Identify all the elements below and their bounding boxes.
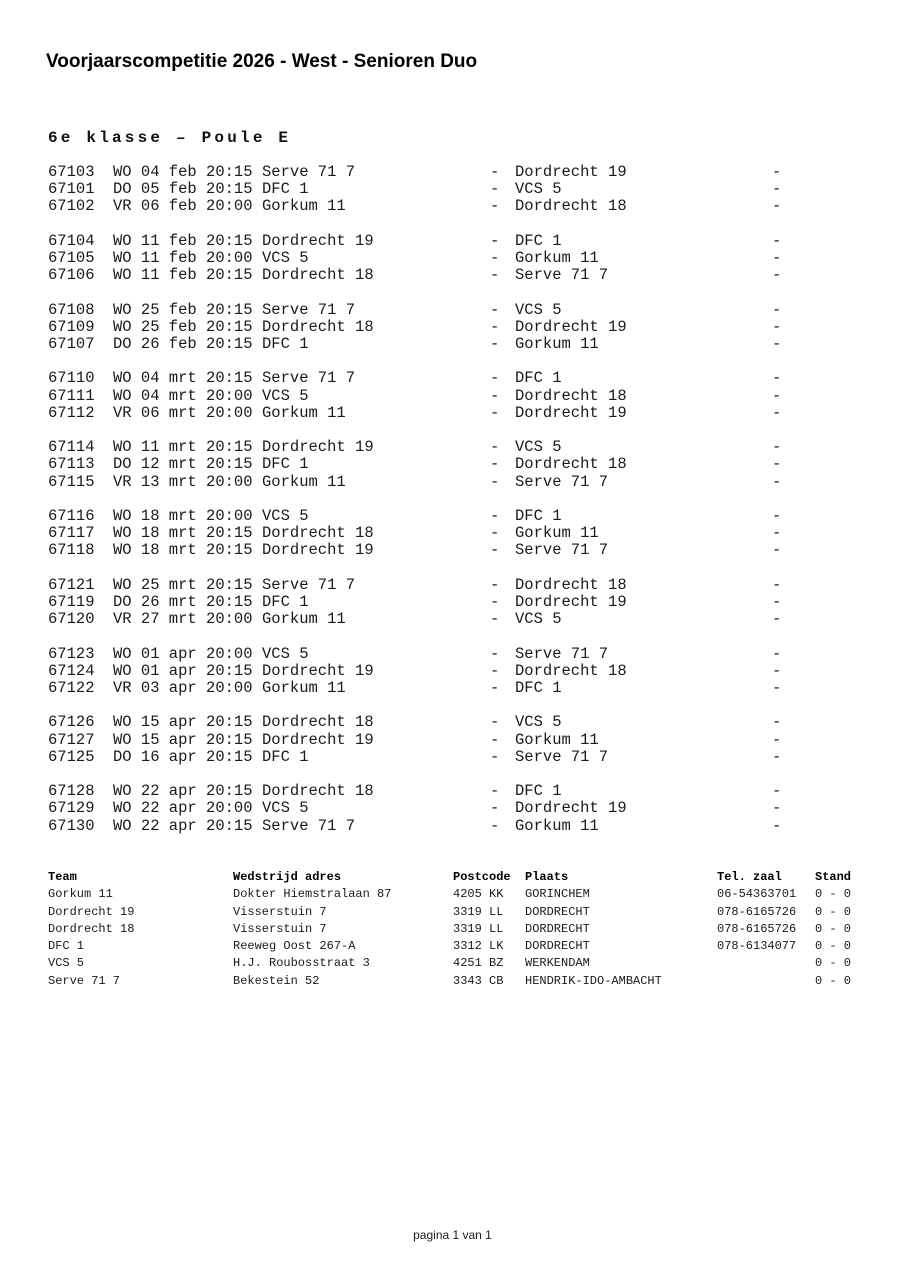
venue-phone (717, 955, 815, 972)
match-datetime: WO 22 apr 20:15 (113, 816, 253, 835)
standing: 0 - 0 (815, 939, 852, 954)
match-number: 67116 (48, 506, 95, 525)
venue-address: Dokter Hiemstralaan 87 (233, 887, 392, 902)
away-team: VCS 5 (515, 180, 562, 199)
match-number: 67121 (48, 575, 95, 594)
match-datetime: VR 03 apr 20:00 (113, 678, 253, 697)
vs-separator: - (490, 472, 500, 491)
vs-separator: - (490, 799, 500, 818)
match-datetime: DO 05 feb 20:15 (113, 180, 253, 199)
match-row (48, 336, 781, 353)
home-team: Gorkum 11 (262, 403, 346, 422)
team-table-header (48, 869, 851, 886)
team-row (48, 955, 851, 972)
match-number: 67115 (48, 472, 95, 491)
result-placeholder: - (772, 541, 782, 560)
match-block (48, 508, 781, 560)
match-number: 67127 (48, 730, 95, 749)
away-team: DFC 1 (515, 231, 562, 250)
match-datetime: WO 18 mrt 20:15 (113, 524, 253, 543)
team-name: DFC 1 (48, 939, 85, 954)
result-placeholder: - (772, 231, 782, 250)
match-row (48, 319, 781, 336)
vs-separator: - (490, 816, 500, 835)
result-placeholder: - (772, 747, 782, 766)
match-number: 67102 (48, 197, 95, 216)
away-team: Gorkum 11 (515, 816, 599, 835)
match-number: 67114 (48, 438, 95, 457)
vs-separator: - (490, 180, 500, 199)
postcode: 3319 LL (453, 904, 504, 919)
standing-header: Stand (815, 870, 852, 884)
postcode: 3312 LK (453, 939, 504, 954)
match-row (48, 267, 781, 284)
match-datetime: DO 16 apr 20:15 (113, 747, 253, 766)
match-row (48, 233, 781, 250)
result-placeholder: - (772, 524, 782, 543)
home-team: Dordrecht 19 (262, 438, 374, 457)
home-team: Gorkum 11 (262, 472, 346, 491)
match-row (48, 800, 781, 817)
match-row (48, 818, 781, 835)
vs-separator: - (490, 335, 500, 353)
match-row (48, 439, 781, 456)
match-datetime: WO 11 feb 20:00 (113, 249, 253, 267)
standing: 0 - 0 (815, 973, 852, 988)
team-name: VCS 5 (48, 956, 85, 971)
team-table (48, 869, 851, 990)
match-datetime: WO 25 feb 20:15 (113, 317, 253, 336)
match-block (48, 577, 781, 629)
match-datetime: WO 01 apr 20:15 (113, 661, 253, 680)
venue-phone: 078-6165726 (717, 904, 797, 919)
city: HENDRIK-IDO-AMBACHT (525, 973, 662, 988)
match-row (48, 577, 781, 594)
team-name: Gorkum 11 (48, 887, 113, 902)
standing: 0 - 0 (815, 921, 852, 936)
home-team: Dordrecht 18 (262, 524, 374, 543)
team-row (48, 973, 851, 990)
poule-heading: 6e klasse – Poule E (48, 129, 292, 147)
vs-separator: - (490, 197, 500, 216)
match-datetime: WO 04 mrt 20:00 (113, 386, 253, 405)
away-team: Dordrecht 18 (515, 386, 627, 405)
vs-separator: - (490, 386, 500, 405)
result-placeholder: - (772, 661, 782, 680)
match-datetime: VR 13 mrt 20:00 (113, 472, 253, 491)
team-name: Dordrecht 19 (48, 904, 135, 919)
match-datetime: WO 15 apr 20:15 (113, 730, 253, 749)
match-datetime: WO 25 mrt 20:15 (113, 575, 253, 594)
match-row (48, 164, 781, 181)
standing: 0 - 0 (815, 904, 852, 919)
away-team: Serve 71 7 (515, 747, 609, 766)
away-team: VCS 5 (515, 713, 562, 732)
result-placeholder: - (772, 163, 782, 181)
match-datetime: WO 11 feb 20:15 (113, 266, 253, 285)
match-datetime: VR 06 mrt 20:00 (113, 403, 253, 422)
venue-address: Bekestein 52 (233, 973, 320, 988)
result-placeholder: - (772, 678, 782, 697)
result-placeholder: - (772, 713, 782, 732)
team-name: Serve 71 7 (48, 973, 121, 988)
match-number: 67101 (48, 180, 95, 199)
city: GORINCHEM (525, 887, 590, 902)
match-block (48, 233, 781, 285)
page-number: pagina 1 van 1 (413, 1228, 492, 1242)
home-team: Dordrecht 18 (262, 782, 374, 801)
match-row (48, 456, 781, 473)
home-team: Dordrecht 19 (262, 231, 374, 250)
result-placeholder: - (772, 575, 782, 594)
match-number: 67125 (48, 747, 95, 766)
home-team: DFC 1 (262, 455, 309, 474)
vs-separator: - (490, 730, 500, 749)
match-row (48, 474, 781, 491)
match-datetime: WO 15 apr 20:15 (113, 713, 253, 732)
match-number: 67118 (48, 541, 95, 560)
home-team: DFC 1 (262, 335, 309, 353)
home-team: Serve 71 7 (262, 369, 356, 388)
match-block (48, 302, 781, 354)
away-team: Gorkum 11 (515, 335, 599, 353)
match-row (48, 783, 781, 800)
match-datetime: WO 04 feb 20:15 (113, 163, 253, 181)
team-row (48, 886, 851, 903)
home-team: VCS 5 (262, 506, 309, 525)
vs-separator: - (490, 317, 500, 336)
home-team: Dordrecht 19 (262, 730, 374, 749)
home-team: DFC 1 (262, 180, 309, 199)
match-number: 67128 (48, 782, 95, 801)
match-datetime: DO 26 mrt 20:15 (113, 592, 253, 611)
result-placeholder: - (772, 249, 782, 267)
away-team: Dordrecht 18 (515, 197, 627, 216)
home-team: DFC 1 (262, 747, 309, 766)
vs-separator: - (490, 403, 500, 422)
away-team: VCS 5 (515, 300, 562, 319)
venue-address: Reeweg Oost 267-A (233, 939, 356, 954)
vs-separator: - (490, 455, 500, 474)
match-row (48, 250, 781, 267)
home-team: VCS 5 (262, 386, 309, 405)
standing: 0 - 0 (815, 956, 852, 971)
away-team: DFC 1 (515, 506, 562, 525)
home-team: Dordrecht 19 (262, 541, 374, 560)
venue-address-header: Wedstrijd adres (233, 870, 342, 884)
away-team: Gorkum 11 (515, 524, 599, 543)
venue-phone: 078-6134077 (717, 939, 797, 954)
home-team: Serve 71 7 (262, 300, 356, 319)
away-team: Dordrecht 19 (515, 592, 627, 611)
match-row (48, 714, 781, 731)
venue-phone: 06-54363701 (717, 887, 797, 902)
match-number: 67117 (48, 524, 95, 543)
match-row (48, 611, 781, 628)
venue-address: Visserstuin 7 (233, 904, 327, 919)
home-team: VCS 5 (262, 249, 309, 267)
match-number: 67104 (48, 231, 95, 250)
match-datetime: DO 26 feb 20:15 (113, 335, 253, 353)
match-row (48, 749, 781, 766)
vs-separator: - (490, 249, 500, 267)
match-row (48, 594, 781, 611)
result-placeholder: - (772, 266, 782, 285)
match-number: 67124 (48, 661, 95, 680)
vs-separator: - (490, 266, 500, 285)
match-number: 67107 (48, 335, 95, 353)
home-team: Dordrecht 19 (262, 661, 374, 680)
home-team: Gorkum 11 (262, 197, 346, 216)
vs-separator: - (490, 610, 500, 629)
away-team: Dordrecht 18 (515, 575, 627, 594)
away-team: Serve 71 7 (515, 472, 609, 491)
match-datetime: VR 06 feb 20:00 (113, 197, 253, 216)
match-number: 67110 (48, 369, 95, 388)
match-number: 67126 (48, 713, 95, 732)
home-team: Gorkum 11 (262, 610, 346, 629)
result-placeholder: - (772, 782, 782, 801)
match-number: 67113 (48, 455, 95, 474)
result-placeholder: - (772, 369, 782, 388)
result-placeholder: - (772, 730, 782, 749)
match-number: 67103 (48, 163, 95, 181)
venue-phone: 078-6165726 (717, 921, 797, 936)
away-team: Dordrecht 19 (515, 403, 627, 422)
match-datetime: WO 11 mrt 20:15 (113, 438, 253, 457)
vs-separator: - (490, 369, 500, 388)
match-row (48, 663, 781, 680)
result-placeholder: - (772, 180, 782, 199)
home-team: VCS 5 (262, 799, 309, 818)
vs-separator: - (490, 438, 500, 457)
postcode: 3343 CB (453, 973, 504, 988)
vs-separator: - (490, 747, 500, 766)
result-placeholder: - (772, 506, 782, 525)
home-team: Dordrecht 18 (262, 266, 374, 285)
standing: 0 - 0 (815, 887, 852, 902)
home-team: VCS 5 (262, 644, 309, 663)
match-row (48, 508, 781, 525)
city: DORDRECHT (525, 904, 590, 919)
match-block (48, 439, 781, 491)
venue-phone (717, 973, 815, 990)
match-number: 67130 (48, 816, 95, 835)
away-team: Gorkum 11 (515, 249, 599, 267)
match-list (48, 164, 781, 852)
away-team: Dordrecht 19 (515, 799, 627, 818)
match-row (48, 525, 781, 542)
match-block (48, 164, 781, 216)
vs-separator: - (490, 678, 500, 697)
home-team: Dordrecht 18 (262, 713, 374, 732)
away-team: Dordrecht 18 (515, 661, 627, 680)
match-block (48, 783, 781, 835)
match-datetime: DO 12 mrt 20:15 (113, 455, 253, 474)
match-datetime: WO 18 mrt 20:00 (113, 506, 253, 525)
match-block (48, 370, 781, 422)
city-header: Plaats (525, 870, 569, 884)
result-placeholder: - (772, 472, 782, 491)
match-number: 67129 (48, 799, 95, 818)
vs-separator: - (490, 300, 500, 319)
match-number: 67111 (48, 386, 95, 405)
match-datetime: WO 11 feb 20:15 (113, 231, 253, 250)
away-team: Gorkum 11 (515, 730, 599, 749)
home-team: Serve 71 7 (262, 816, 356, 835)
match-row (48, 388, 781, 405)
away-team: DFC 1 (515, 782, 562, 801)
result-placeholder: - (772, 610, 782, 629)
postcode: 4251 BZ (453, 956, 504, 971)
match-number: 67109 (48, 317, 95, 336)
away-team: Serve 71 7 (515, 541, 609, 560)
away-team: Dordrecht 19 (515, 317, 627, 336)
team-name-header: Team (48, 870, 77, 884)
postcode: 4205 KK (453, 887, 504, 902)
vs-separator: - (490, 592, 500, 611)
match-number: 67120 (48, 610, 95, 629)
city: WERKENDAM (525, 956, 590, 971)
home-team: Serve 71 7 (262, 163, 356, 181)
match-row (48, 680, 781, 697)
result-placeholder: - (772, 816, 782, 835)
match-row (48, 542, 781, 559)
result-placeholder: - (772, 335, 782, 353)
result-placeholder: - (772, 455, 782, 474)
match-number: 67108 (48, 300, 95, 319)
vs-separator: - (490, 713, 500, 732)
team-row (48, 938, 851, 955)
venue-phone-header: Tel. zaal (717, 870, 782, 884)
match-number: 67105 (48, 249, 95, 267)
match-row (48, 181, 781, 198)
home-team: Serve 71 7 (262, 575, 356, 594)
match-row (48, 198, 781, 215)
away-team: Serve 71 7 (515, 266, 609, 285)
city: DORDRECHT (525, 921, 590, 936)
match-number: 67122 (48, 678, 95, 697)
home-team: Gorkum 11 (262, 678, 346, 697)
match-datetime: WO 22 apr 20:15 (113, 782, 253, 801)
result-placeholder: - (772, 403, 782, 422)
away-team: VCS 5 (515, 610, 562, 629)
vs-separator: - (490, 506, 500, 525)
match-datetime: VR 27 mrt 20:00 (113, 610, 253, 629)
result-placeholder: - (772, 317, 782, 336)
vs-separator: - (490, 782, 500, 801)
match-number: 67123 (48, 644, 95, 663)
result-placeholder: - (772, 644, 782, 663)
match-datetime: WO 18 mrt 20:15 (113, 541, 253, 560)
result-placeholder: - (772, 300, 782, 319)
venue-address: Visserstuin 7 (233, 921, 327, 936)
match-datetime: WO 22 apr 20:00 (113, 799, 253, 818)
team-name: Dordrecht 18 (48, 921, 135, 936)
team-row (48, 904, 851, 921)
match-row (48, 370, 781, 387)
match-row (48, 732, 781, 749)
away-team: DFC 1 (515, 678, 562, 697)
postcode-header: Postcode (453, 870, 511, 884)
away-team: Dordrecht 18 (515, 455, 627, 474)
away-team: Serve 71 7 (515, 644, 609, 663)
match-block (48, 646, 781, 698)
match-number: 67119 (48, 592, 95, 611)
result-placeholder: - (772, 592, 782, 611)
result-placeholder: - (772, 438, 782, 457)
match-datetime: WO 04 mrt 20:15 (113, 369, 253, 388)
away-team: VCS 5 (515, 438, 562, 457)
result-placeholder: - (772, 197, 782, 216)
match-number: 67106 (48, 266, 95, 285)
away-team: Dordrecht 19 (515, 163, 627, 181)
vs-separator: - (490, 524, 500, 543)
match-datetime: WO 01 apr 20:00 (113, 644, 253, 663)
match-block (48, 714, 781, 766)
result-placeholder: - (772, 386, 782, 405)
home-team: Dordrecht 18 (262, 317, 374, 336)
match-datetime: WO 25 feb 20:15 (113, 300, 253, 319)
vs-separator: - (490, 644, 500, 663)
venue-address: H.J. Roubosstraat 3 (233, 956, 370, 971)
postcode: 3319 LL (453, 921, 504, 936)
match-number: 67112 (48, 403, 95, 422)
vs-separator: - (490, 163, 500, 181)
team-row (48, 921, 851, 938)
home-team: DFC 1 (262, 592, 309, 611)
vs-separator: - (490, 661, 500, 680)
match-row (48, 646, 781, 663)
match-row (48, 405, 781, 422)
result-placeholder: - (772, 799, 782, 818)
page-title: Voorjaarscompetitie 2026 - West - Senioren Duo (46, 51, 478, 72)
match-row (48, 302, 781, 319)
away-team: DFC 1 (515, 369, 562, 388)
vs-separator: - (490, 541, 500, 560)
vs-separator: - (490, 231, 500, 250)
vs-separator: - (490, 575, 500, 594)
city: DORDRECHT (525, 939, 590, 954)
